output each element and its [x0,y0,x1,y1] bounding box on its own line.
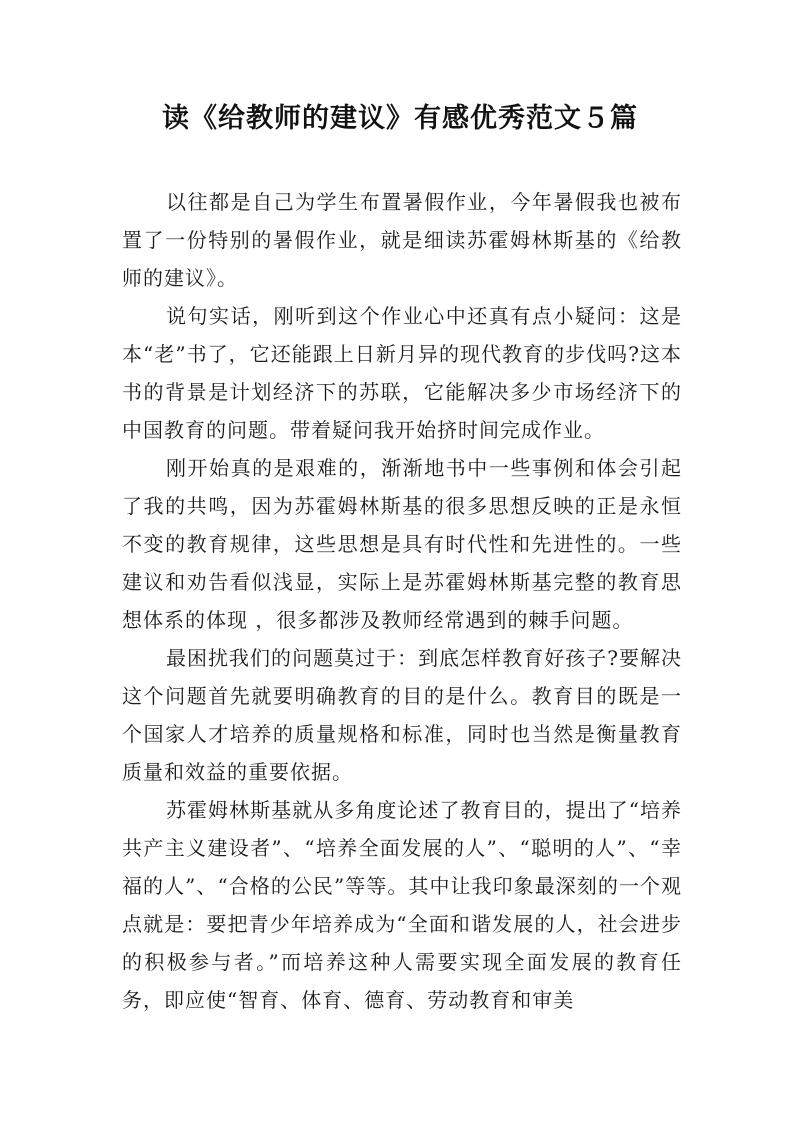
document-title: 读《给教师的建议》有感优秀范文５篇 [162,103,638,134]
paragraph: 苏霍姆林斯基就从多角度论述了教育目的，提出了“培养共产主义建设者”、“培养全面发展的人”、“聪明的人”、“幸福的人”、“合格的公民”等等。其中让我印象最深刻的一个观点就是：要把青少年培养成为“全面和谐发展的人，社会进步的积极参与者。”而培养这种人需要实现全面发展的教育任务，即应使“智育、体育、德育、劳动教育和审美 [122,798,682,1012]
paragraph: 刚开始真的是艰难的，渐渐地书中一些事例和体会引起了我的共鸣，因为苏霍姆林斯基的很多思想反映的正是永恒不变的教育规律，这些思想是具有时代性和先进性的。一些建议和劝告看似浅显，实际上是苏霍姆林斯基完整的教育思想体系的体现 ，很多都涉及教师经常遇到的棘手问题。 [122,456,682,632]
paragraph: 以往都是自己为学生布置暑假作业，今年暑假我也被布置了一份特别的暑假作业，就是细读苏霍姆林斯基的《给教师的建议》。 [122,190,682,290]
paragraph: 最困扰我们的问题莫过于：到底怎样教育好孩子?要解决这个问题首先就要明确教育的目的是什么。教育目的既是一个国家人才培养的质量规格和标准，同时也当然是衡量教育质量和效益的重要依据。 [122,646,682,784]
document-body [122,183,682,1019]
paragraph: 说句实话，刚听到这个作业心中还真有点小疑问：这是本“老”书了，它还能跟上日新月异的现代教育的步伐吗?这本书的背景是计划经济下的苏联，它能解决多少市场经济下的中国教育的问题。带着疑问我开始挤时间完成作业。 [122,304,682,442]
